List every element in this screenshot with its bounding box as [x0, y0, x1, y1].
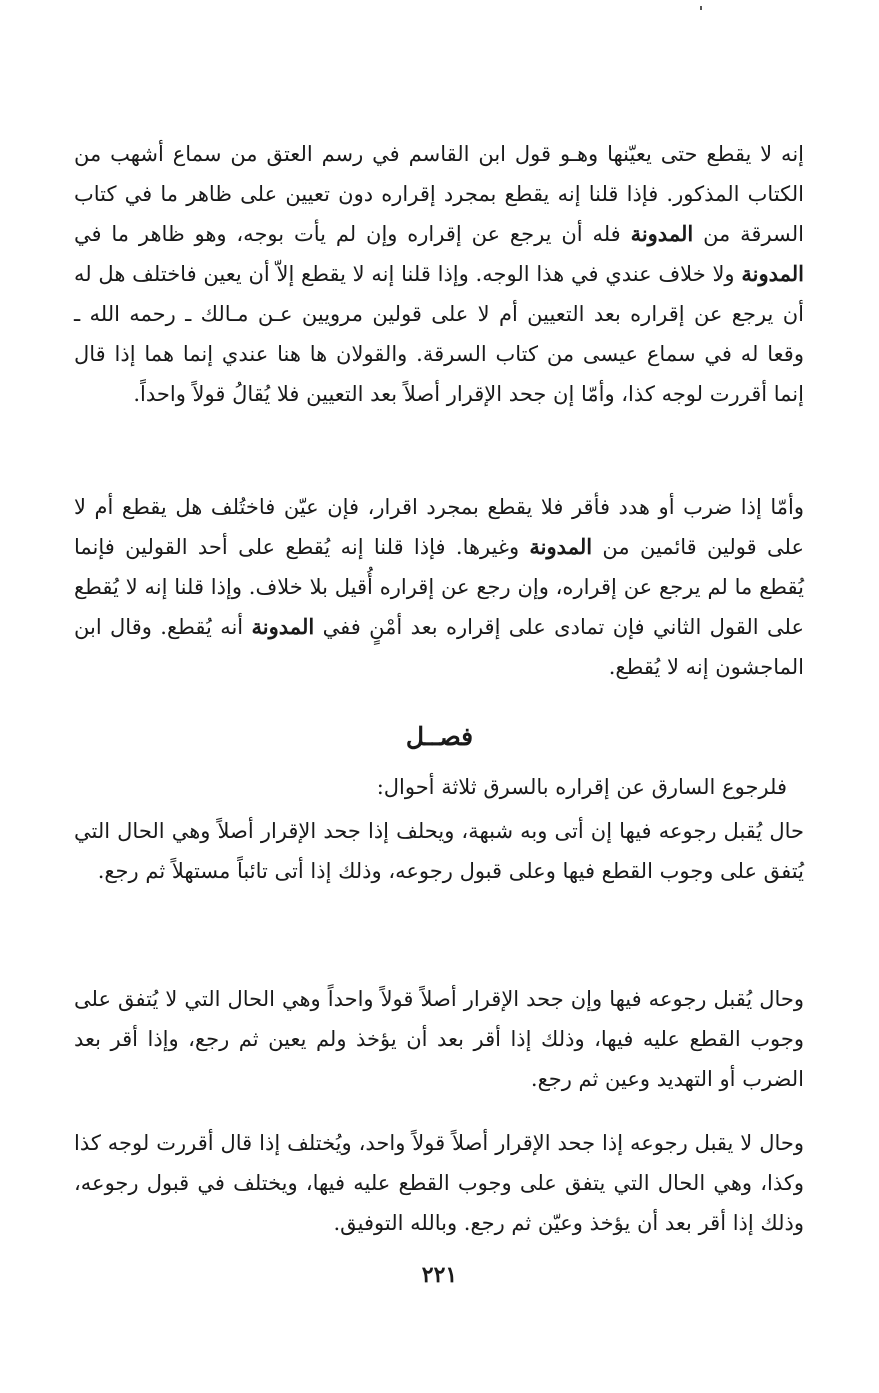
paragraph-2-bold-term-a: المدونة	[529, 534, 593, 559]
paragraph-4-text: وحال يُقبل رجوعه فيها وإن جحد الإقرار أصلاً قولاً واحداً وهي الحال التي لا يُتفق على وجوب القطع عليه فيها، وذلك إذا أقر بعد أن يؤخذ ولم يعين ثم رجع، وإذا أقر بعد الضرب أو التهديد وعين ثم رجع.	[74, 987, 804, 1091]
paragraph-5	[74, 1123, 804, 1243]
paragraph-3-text: حال يُقبل رجوعه فيها إن أتى وبه شبهة، ويحلف إذا جحد الإقرار أصلاً وهي الحال التي يُتفق على وجوب القطع فيها وعلى قبول رجوعه، وذلك إذا أتى تائباً مستهلاً ثم رجع.	[74, 819, 804, 883]
paragraph-1-bold-term-b: المدونة	[741, 261, 804, 286]
paragraph-2-text-a: وأمّا إذا ضرب أو هدد فأقر فلا يقطع بمجرد اقرار، فإن عيّن فاختُلف هل يقطع أم لا على قولين قائمين من	[74, 495, 804, 559]
page-number: ٢٢١	[421, 1262, 458, 1288]
paragraph-2-text-b: وغيرها. فإذا قلنا إنه يُقطع على أحد القولين فإنما يُقطع ما لم يرجع عن إقراره، وإن رجع عن إقراره أُقيل بلا خلاف. وإذا قلنا إنه لا يُقطع على القول الثاني فإن تمادى على إقراره بعد أمْنٍ ففي	[74, 535, 804, 639]
paragraph-1-text-b: فله أن يرجع عن إقراره وإن لم يأت بوجه، وهو ظاهر ما في	[74, 222, 631, 246]
paragraph-1	[74, 134, 804, 414]
section-heading: فصــل	[405, 722, 474, 751]
paragraph-1-bold-term-a: المدونة	[630, 221, 694, 246]
paragraph-3	[74, 811, 804, 891]
paragraph-2-text-c: أنه يُقطع. وقال ابن الماجشون إنه لا يُقطع.	[74, 615, 804, 679]
paragraph-2	[74, 487, 804, 687]
paragraph-4	[74, 979, 804, 1099]
intro-line: فلرجوع السارق عن إقراره بالسرق ثلاثة أحوال:	[376, 775, 787, 799]
paragraph-5-text: وحال لا يقبل رجوعه إذا جحد الإقرار أصلاً قولاً واحد، ويُختلف إذا قال أقررت لوجه كذا وكذا، وهي الحال التي يتفق على وجوب القطع عليه فيها، ويختلف في قبول رجوعه، وذلك إذا أقر بعد أن يؤخذ وعيّن ثم رجع. وبالله التوفيق.	[74, 1131, 804, 1235]
paragraph-1-text-c: ولا خلاف عندي في هذا الوجه. وإذا قلنا إنه لا يقطع إلاّ أن يعين فاختلف هل له أن يرجع عن إقراره بعد التعيين أم لا على قولين مرويين عـن مـالك ـ رحمه الله ـ وقعا له في سماع عيسى من كتاب السرقة. والقولان ها هنا عندي إنما هما إذا قال إنما أقررت لوجه كذا، وأمّا إن جحد الإقرار أصلاً بعد التعيين فلا يُقالُ قولاً واحداً.	[74, 262, 804, 406]
paragraph-1-text-a: إنه لا يقطع حتى يعيّنها وهـو قول ابن القاسم في رسم العتق من سماع أشهب من الكتاب المذكور. فإذا قلنا إنه يقطع بمجرد إقراره دون تعيين على ظاهر ما في كتاب السرقة من	[74, 142, 804, 246]
paragraph-2-bold-term-b: المدونة	[251, 614, 315, 639]
scan-mark	[700, 6, 702, 10]
